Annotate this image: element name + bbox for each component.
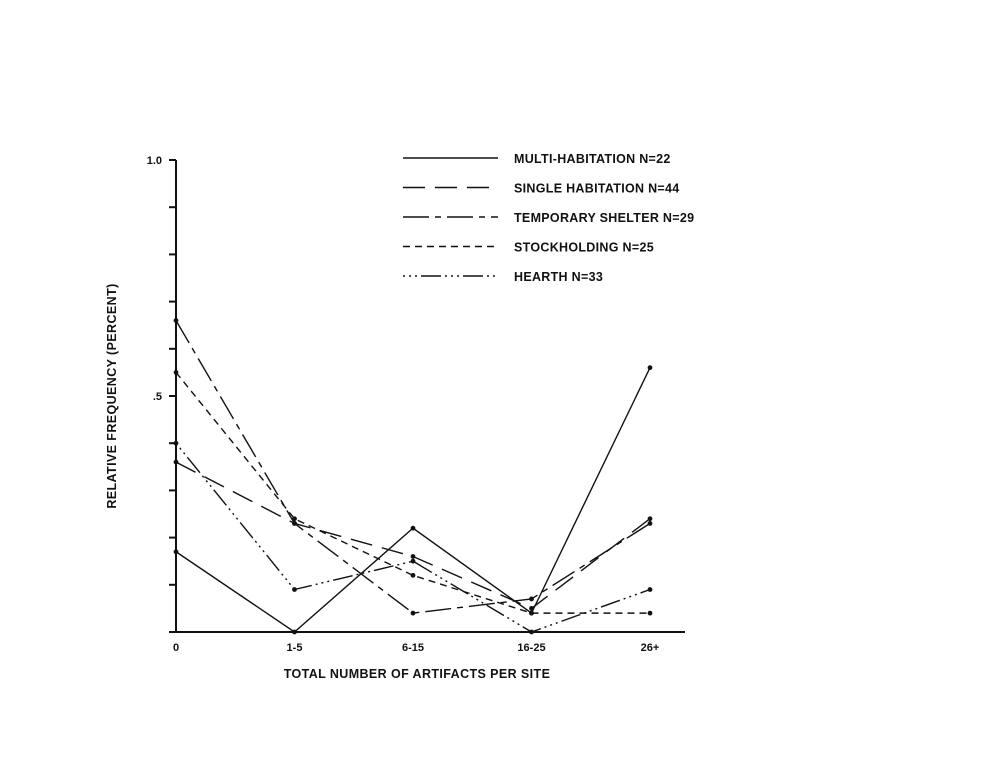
y-axis-title: RELATIVE FREQUENCY (PERCENT) — [105, 283, 119, 509]
legend — [403, 152, 694, 284]
y-axis — [147, 155, 176, 632]
series-line — [176, 443, 650, 632]
series-line — [176, 368, 650, 632]
x-axis — [173, 632, 685, 654]
x-ticks — [173, 642, 659, 654]
data-point — [529, 630, 534, 635]
data-point — [648, 587, 653, 592]
data-point — [174, 460, 179, 465]
data-point — [529, 597, 534, 602]
data-point — [174, 549, 179, 554]
data-point — [292, 516, 297, 521]
series-3 — [174, 318, 653, 615]
data-point — [648, 516, 653, 521]
legend-label: MULTI-HABITATION N=22 — [514, 152, 671, 166]
x-tick-label: 0 — [172, 642, 180, 654]
y-ticks — [147, 155, 176, 632]
data-point — [648, 611, 653, 616]
data-point — [648, 521, 653, 526]
data-point — [292, 587, 297, 592]
data-point — [292, 630, 297, 635]
data-point — [292, 521, 297, 526]
x-tick-label: 1-5 — [286, 642, 303, 654]
x-axis-title: TOTAL NUMBER OF ARTIFACTS PER SITE — [283, 667, 551, 681]
legend-item — [403, 241, 654, 255]
data-point — [411, 559, 416, 564]
data-point — [174, 441, 179, 446]
series-line — [176, 320, 650, 613]
data-point — [529, 606, 534, 611]
data-point — [411, 573, 416, 578]
data-point — [411, 526, 416, 531]
series-4 — [174, 370, 653, 616]
data-point — [174, 370, 179, 375]
data-point — [411, 554, 416, 559]
y-tick-label: .5 — [152, 391, 162, 403]
legend-label: SINGLE HABITATION N=44 — [514, 181, 680, 196]
data-point — [529, 611, 534, 616]
y-tick-label: 1.0 — [146, 155, 162, 167]
x-tick-label: 6-15 — [401, 642, 425, 654]
legend-label: HEARTH N=33 — [514, 270, 604, 284]
series-group — [174, 318, 653, 634]
x-tick-label: 16-25 — [517, 642, 546, 654]
legend-item — [403, 211, 694, 225]
data-point — [174, 318, 179, 323]
data-point — [648, 365, 653, 370]
data-point — [411, 611, 416, 616]
series-5 — [174, 441, 653, 635]
series-1 — [174, 365, 653, 634]
x-tick-label: 26+ — [640, 642, 660, 654]
legend-item — [403, 152, 671, 166]
legend-item — [403, 182, 680, 196]
series-line — [176, 462, 650, 608]
series-2 — [174, 460, 653, 611]
legend-item — [403, 270, 603, 284]
legend-label: STOCKHOLDING N=25 — [514, 240, 654, 255]
legend-label: TEMPORARY SHELTER N=29 — [514, 211, 695, 225]
